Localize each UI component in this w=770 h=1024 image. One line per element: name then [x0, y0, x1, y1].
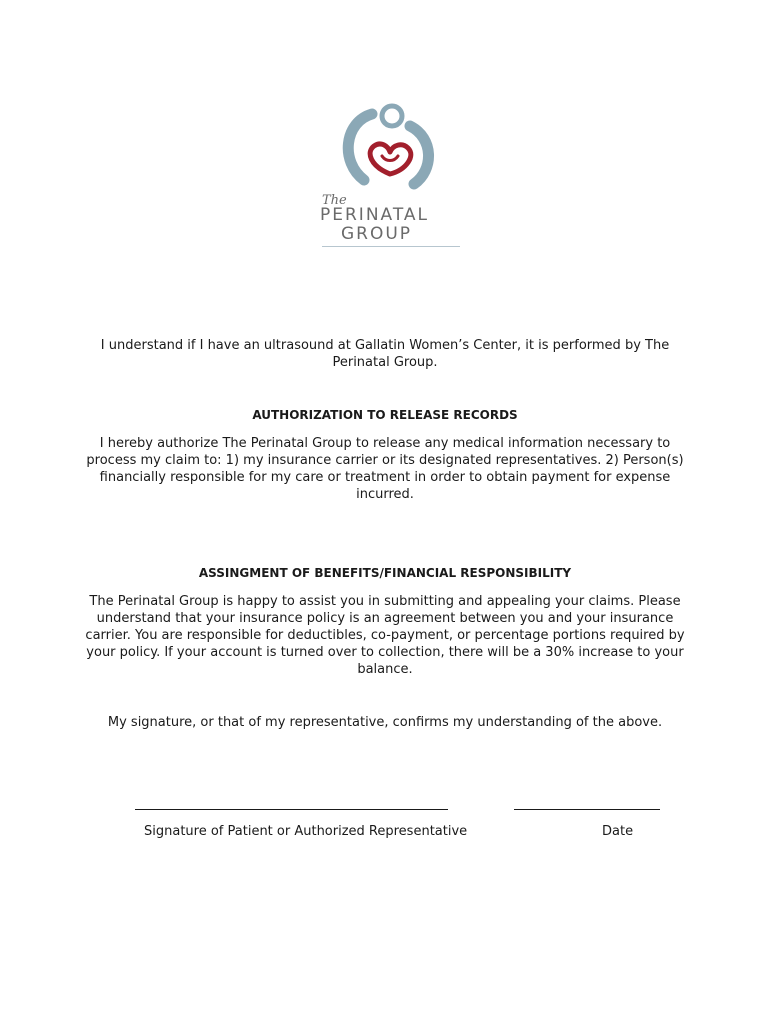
release-records-heading: AUTHORIZATION TO RELEASE RECORDS — [252, 408, 518, 422]
logo-group-text: GROUP — [341, 224, 413, 244]
logo-underline — [322, 246, 460, 247]
logo-perinatal-text: PERINATAL — [320, 205, 430, 225]
logo-the-text: The — [322, 193, 347, 208]
date-line[interactable] — [514, 809, 660, 810]
assignment-benefits-heading: ASSINGMENT OF BENEFITS/FINANCIAL RESPONSIBILITY — [198, 566, 572, 580]
assignment-benefits-body: The Perinatal Group is happy to assist you in submitting and appealing your claims. Please understand that your insurance policy is an agreement between you and your insurance carrier. You are responsible for deductibles, co-payment, or percentage portions required by your policy. If your account is turned over to collection, there will be a 30% increase to your balance. — [85, 594, 685, 677]
signature-label: Signature of Patient or Authorized Representative — [144, 824, 468, 839]
intro-paragraph: I understand if I have an ultrasound at Gallatin Women’s Center, it is performed by The Perinatal Group. — [100, 338, 670, 370]
signature-line[interactable] — [135, 809, 448, 810]
confirmation-statement: My signature, or that of my representative, confirms my understanding of the above. — [107, 715, 663, 730]
logo-emblem-icon — [330, 100, 440, 192]
release-records-body: I hereby authorize The Perinatal Group to release any medical information necessary to process my claim to: 1) my insurance carrier or its designated representatives. 2) Person(s) financially responsible for my care or treatment in order to obtain payment for expense incurred. — [86, 436, 684, 502]
perinatal-group-logo — [318, 100, 466, 250]
date-label: Date — [602, 824, 634, 839]
